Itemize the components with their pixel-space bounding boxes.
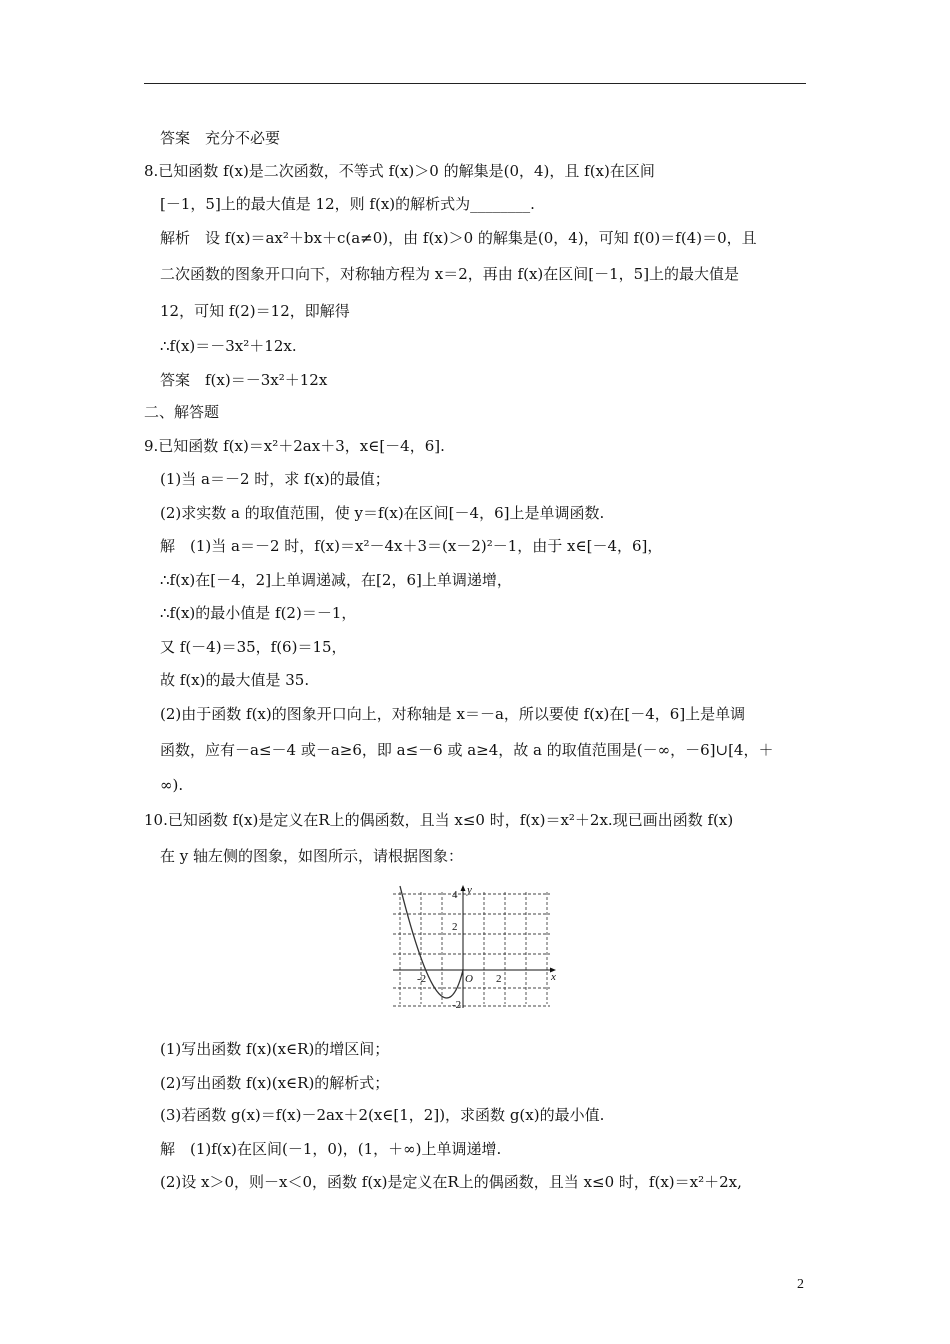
- origin-label: O: [465, 973, 473, 985]
- solution-9-line-4: 又 f(－4)＝35，f(6)＝15，: [160, 638, 347, 656]
- solution-9-line-8: ∞).: [160, 776, 184, 794]
- problem-10-part-1: (1)写出函数 f(x)(x∈R)的增区间；: [160, 1040, 390, 1058]
- solution-9-line-6: (2)由于函数 f(x)的图象开口向上，对称轴是 x＝－a，所以要使 f(x)在[－4，6]上是单调: [160, 705, 746, 723]
- problem-8-line-2: [－1，5]上的最大值是 12，则 f(x)的解析式为________.: [160, 195, 535, 213]
- problem-9-part-2: (2)求实数 a 的取值范围，使 y＝f(x)在区间[－4，6]上是单调函数.: [160, 504, 605, 522]
- header-rule: [144, 83, 806, 84]
- parabola-curve: [400, 886, 463, 998]
- analysis-8-line-2: 二次函数的图象开口向下，对称轴方程为 x＝2，再由 f(x)在区间[－1，5]上的最大值是: [160, 265, 740, 283]
- solution-10-line-2: (2)设 x＞0，则－x＜0，函数 f(x)是定义在R上的偶函数，且当 x≤0 时，f(x)＝x²＋2x,: [160, 1173, 742, 1191]
- solution-9-line-7: 函数，应有－a≤－4 或－a≥6，即 a≤－6 或 a≥4，故 a 的取值范围是(－∞，－6]∪[4，＋: [160, 741, 774, 759]
- y-axis-arrow-icon: [461, 885, 466, 891]
- solution-9-line-1: 解 (1)当 a＝－2 时，f(x)＝x²－4x＋3＝(x－2)²－1，由于 x∈[－4，6]，: [160, 537, 663, 555]
- problem-9-line-1: 9.已知函数 f(x)＝x²＋2ax＋3，x∈[－4，6].: [144, 437, 445, 455]
- solution-9-line-5: 故 f(x)的最大值是 35.: [160, 671, 310, 689]
- problem-10-part-2: (2)写出函数 f(x)(x∈R)的解析式；: [160, 1074, 390, 1092]
- solution-9-line-2: ∴f(x)在[－4，2]上单调递减，在[2，6]上单调递增，: [160, 571, 512, 589]
- analysis-8-line-4: ∴f(x)＝－3x²＋12x.: [160, 337, 297, 355]
- function-graph: [388, 882, 560, 1012]
- section-heading: 二、解答题: [144, 403, 220, 421]
- tick-label-y-2: 2: [452, 921, 458, 933]
- problem-10-line-2: 在 y 轴左侧的图象，如图所示，请根据图象：: [160, 847, 464, 865]
- analysis-8-line-1: 解析 设 f(x)＝ax²＋bx＋c(a≠0)，由 f(x)＞0 的解集是(0，4)，可知 f(0)＝f(4)＝0，且: [160, 229, 757, 247]
- tick-label-x-2: 2: [496, 973, 502, 985]
- solution-10-line-1: 解 (1)f(x)在区间(－1，0)，(1，＋∞)上单调递增.: [160, 1140, 502, 1158]
- solution-9-line-3: ∴f(x)的最小值是 f(2)＝－1，: [160, 604, 357, 622]
- tick-label-y-4: 4: [452, 889, 458, 901]
- problem-9-part-1: (1)当 a＝－2 时，求 f(x)的最值；: [160, 470, 390, 488]
- page-number: 2: [797, 1277, 804, 1292]
- answer-7: 答案 充分不必要: [160, 129, 281, 147]
- answer-8: 答案 f(x)＝－3x²＋12x: [160, 371, 328, 389]
- y-axis-label: y: [467, 884, 472, 896]
- tick-label-y-neg2: -2: [452, 999, 462, 1011]
- problem-10-line-1: 10.已知函数 f(x)是定义在R上的偶函数，且当 x≤0 时，f(x)＝x²＋2x.现已画出函数 f(x): [144, 811, 734, 829]
- problem-8-line-1: 8.已知函数 f(x)是二次函数，不等式 f(x)＞0 的解集是(0，4)，且 f(x)在区间: [144, 162, 655, 180]
- problem-10-part-3: (3)若函数 g(x)＝f(x)－2ax＋2(x∈[1，2])，求函数 g(x)的最小值.: [160, 1106, 605, 1124]
- x-axis-label: x: [551, 971, 556, 983]
- tick-label-x-neg2: -2: [417, 973, 427, 985]
- analysis-8-line-3: 12，可知 f(2)＝12，即解得: [160, 302, 350, 320]
